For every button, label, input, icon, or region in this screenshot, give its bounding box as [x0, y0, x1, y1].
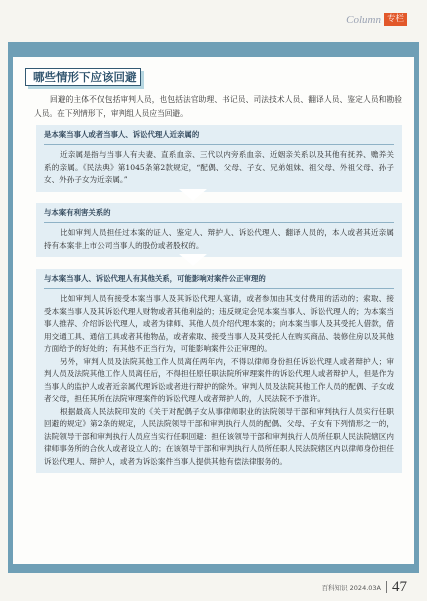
case-paragraph: 近亲属是指与当事人有夫妻、直系血亲、三代以内旁系血亲、近姻亲关系以及其他有抚养、赡养关系的亲属。《民法典》第1045条第2款规定，“配偶、父母、子女、兄弟姐妹、祖父母、外祖父母、孙子女、外孙子女为近亲属。”: [44, 150, 394, 184]
box-divider: [44, 222, 394, 223]
section-title: 哪些情形下应该回避: [25, 68, 141, 86]
case-box-other-relations: [36, 269, 402, 473]
case-box-body: [44, 227, 394, 252]
page-footer: [322, 580, 407, 595]
case-box-heading: 与本案有利害关系的: [44, 208, 111, 217]
case-box-heading: 与本案当事人、诉讼代理人有其他关系，可能影响对案件公正审理的: [44, 274, 266, 283]
box-divider: [44, 144, 394, 145]
down-arrow-icon: [179, 254, 207, 266]
page-number: 47: [392, 579, 407, 595]
column-badge: 专栏: [384, 13, 407, 26]
box-divider: [44, 288, 394, 289]
column-label: Column: [346, 13, 381, 26]
case-box-relatives: [36, 125, 402, 192]
case-box-body: [44, 149, 394, 187]
case-box-body: [44, 293, 394, 468]
case-paragraph: 比如审判人员担任过本案的证人、鉴定人、辩护人、诉讼代理人、翻译人员的，本人或者其近亲属持有本案非上市公司当事人的股份或者股权的。: [44, 228, 394, 250]
footer-publication: 百科知识 2024.03A: [321, 584, 381, 592]
intro-paragraph: 回避的主体不仅包括审判人员，也包括法官助理、书记员、司法技术人员、翻译人员、鉴定人员和勘验人员。在下列情形下，审判组人员应当回避。: [34, 95, 402, 118]
down-arrow-icon: [179, 189, 207, 201]
case-paragraph: 另外，审判人员及法院其他工作人员离任两年内，不得以律师身份担任诉讼代理人或者辩护人；审判人员及法院其他工作人员离任后，不得担任原任职法院所审理案件的诉讼代理人或者辩护人，但是作为当事人的监护人或者近亲属代理诉讼或者进行辩护的除外。审判人员及法院其他工作人员的配偶、子女或者父母，担任其所在法院审理案件的诉讼代理人或者辩护人的，人民法院不予准许。: [44, 356, 394, 403]
case-paragraph: 根据最高人民法院印发的《关于对配偶子女从事律师职业的法院领导干部和审判执行人员实行任职回避的规定》第2条的规定，人民法院领导干部和审判执行人员的配偶、父母、子女有下列情形之一的，法院领导干部和审判执行人员应当实行任职回避：担任该领导干部和审判执行人员所任职人民法院辖区内律师事务所的合伙人或者设立人的；在该领导干部和审判执行人员所任职人民法院辖区内以律师身份担任诉讼代理人、辩护人，或者为诉讼案件当事人提供其他有偿法律服务的。: [44, 406, 394, 466]
case-paragraph: 比如审判人员有接受本案当事人及其诉讼代理人宴请，或者参加由其支付费用的活动的；索取、接受本案当事人及其诉讼代理人财物或者其他利益的；违反规定会见本案当事人、诉讼代理人的；为本案当事人推荐、介绍诉讼代理人，或者为律师、其他人员介绍代理本案的；向本案当事人及其受托人借款，借用交通工具、通信工具或者其他物品，或者索取、接受当事人及其受托人在购买商品、装修住房以及其他方面给予的好处的；有其他不正当行为，可能影响案件公正审理的。: [44, 294, 394, 353]
footer-divider: [386, 581, 387, 593]
case-box-interest: [36, 203, 402, 257]
case-box-heading: 是本案当事人或者当事人、诉讼代理人近亲属的: [44, 130, 200, 139]
column-tag: [346, 13, 407, 26]
section-title-block: [25, 68, 141, 86]
